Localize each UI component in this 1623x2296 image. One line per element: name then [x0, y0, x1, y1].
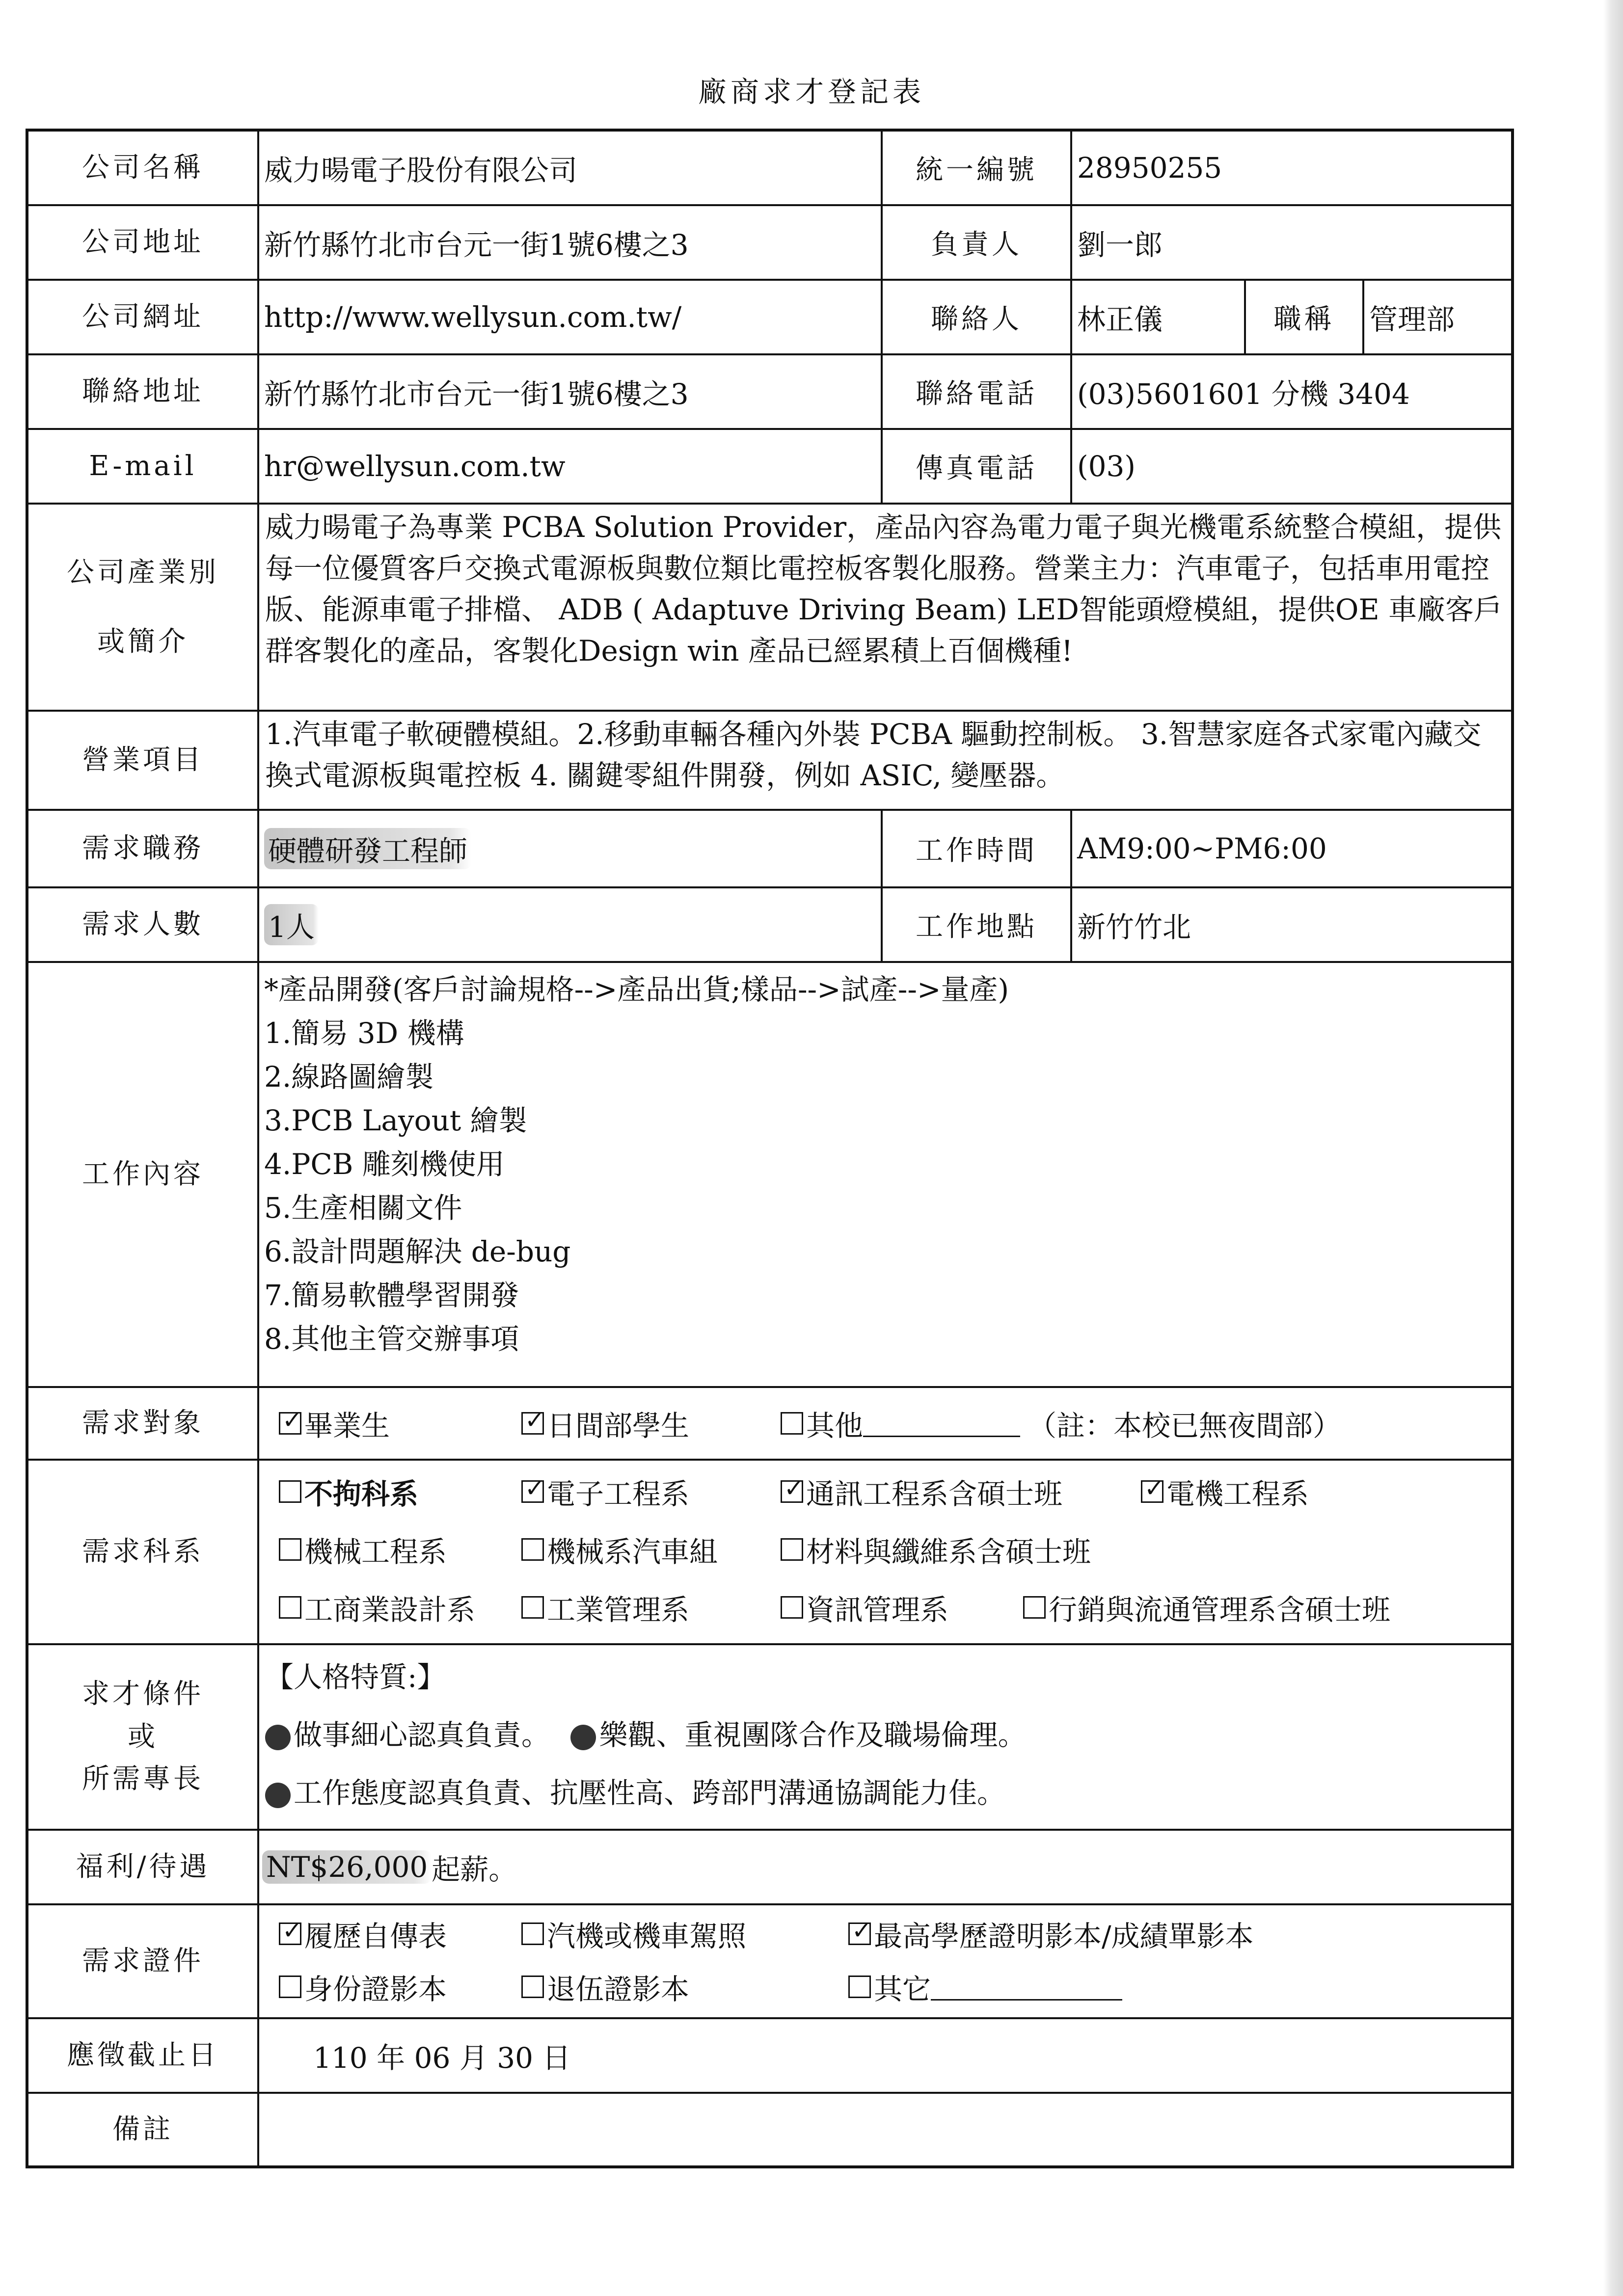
duties-label: 工作內容	[28, 963, 259, 1386]
dept-marketing[interactable]: 行銷與流通管理系含碩士班	[1023, 1587, 1390, 1628]
requirements-label-line1: 求才條件	[82, 1678, 204, 1710]
company-name-value: 威力暘電子股份有限公司	[264, 154, 578, 187]
row-benefits	[28, 1831, 1511, 1905]
doc-other[interactable]: 其它	[848, 1966, 1122, 2007]
requirements-trait-1: 做事細心認真負責。	[294, 1718, 550, 1752]
target-other-blank[interactable]	[863, 1410, 1020, 1437]
row-business	[28, 712, 1511, 811]
headcount-label: 需求人數	[28, 888, 259, 961]
hours-value: AM9:00~PM6:00	[1077, 832, 1327, 865]
requirements-trait-3: 工作態度認真負責、抗壓性高、跨部門溝通協調能力佳。	[294, 1776, 1006, 1810]
duties-item: 2.線路圖繪製	[264, 1060, 434, 1094]
checkbox-checked-icon[interactable]	[1141, 1480, 1163, 1503]
dept-materials[interactable]: 材料與纖維系含碩士班	[781, 1529, 1091, 1570]
benefits-label: 福利/待遇	[28, 1831, 259, 1903]
industry-label-line2: 或簡介	[97, 626, 189, 658]
checkbox-checked-icon[interactable]	[521, 1480, 544, 1503]
location-label: 工作地點	[881, 888, 1072, 961]
position-value: 硬體研發工程師	[264, 828, 471, 869]
dept-automotive[interactable]: 機械系汽車組	[521, 1529, 781, 1570]
checkbox-icon[interactable]	[848, 1976, 871, 1998]
deadline-label: 應徵截止日	[28, 2019, 259, 2092]
requirements-label	[28, 1645, 259, 1829]
email-value: hr@wellysun.com.tw	[264, 450, 566, 483]
fax-label: 傳真電話	[881, 430, 1072, 503]
remarks-label: 備註	[28, 2094, 259, 2165]
row-website	[28, 281, 1511, 355]
duties-item: 6.設計問題解決 de-bug	[264, 1235, 571, 1268]
deadline-value: 110 年 06 月 30 日	[313, 2041, 571, 2075]
dept-any[interactable]: 不拘科系	[279, 1471, 521, 1512]
contact-address-value: 新竹縣竹北市台元一街1號6樓之3	[264, 377, 689, 411]
scan-edge	[1603, 0, 1623, 2296]
row-industry	[28, 505, 1511, 712]
dept-mechanical[interactable]: 機械工程系	[279, 1529, 521, 1570]
headcount-value: 1人	[264, 904, 319, 945]
duties-list	[259, 963, 1511, 1386]
duties-item: 3.PCB Layout 繪製	[264, 1104, 527, 1137]
row-target	[28, 1388, 1511, 1461]
email-label: E-mail	[28, 430, 259, 503]
duties-item: 7.簡易軟體學習開發	[264, 1279, 519, 1312]
row-duties	[28, 963, 1511, 1388]
address-label: 公司地址	[28, 206, 259, 279]
contact-label: 聯絡人	[881, 281, 1072, 353]
dept-communication[interactable]: ✓ 通訊工程系含碩士班	[781, 1471, 1141, 1512]
bullet-icon	[265, 1725, 291, 1750]
tax-id-label: 統一編號	[881, 132, 1072, 204]
form-title: 廠商求才登記表	[698, 75, 925, 108]
website-value: http://www.wellysun.com.tw/	[264, 300, 682, 334]
doc-id[interactable]: 身份證影本	[279, 1966, 521, 2007]
remarks-value[interactable]	[259, 2094, 1511, 2165]
business-label: 營業項目	[28, 712, 259, 809]
industry-label	[28, 505, 259, 710]
doc-discharge[interactable]: 退伍證影本	[521, 1966, 848, 2007]
contact-title-label: 職稱	[1244, 281, 1364, 353]
row-deadline	[28, 2019, 1511, 2094]
duties-item: 4.PCB 雕刻機使用	[264, 1148, 505, 1181]
dept-info-mgmt[interactable]: 資訊管理系	[781, 1587, 1023, 1628]
requirements-trait-2: 樂觀、重視團隊合作及職場倫理。	[599, 1718, 1027, 1752]
target-option-other[interactable]: 其他	[781, 1403, 1020, 1444]
fax-value: (03)	[1077, 450, 1136, 483]
bullet-icon	[570, 1725, 596, 1750]
row-departments	[28, 1461, 1511, 1645]
checkbox-icon[interactable]	[521, 1922, 544, 1945]
phone-value: (03)5601601 分機 3404	[1077, 377, 1410, 411]
row-headcount	[28, 888, 1511, 963]
doc-resume[interactable]: ✓ 履歷自傳表	[279, 1913, 521, 1954]
dept-industrial-mgmt[interactable]: 工業管理系	[521, 1587, 781, 1628]
checkbox-icon[interactable]	[279, 1538, 301, 1561]
owner-label: 負責人	[881, 206, 1072, 279]
departments-label: 需求科系	[28, 1461, 259, 1643]
row-requirements	[28, 1645, 1511, 1831]
address-value: 新竹縣竹北市台元一街1號6樓之3	[264, 228, 689, 262]
dept-design[interactable]: 工商業設計系	[279, 1587, 521, 1628]
salary-value: NT$26,000	[262, 1850, 432, 1884]
checkbox-checked-icon[interactable]	[279, 1922, 301, 1945]
contact-address-label: 聯絡地址	[28, 355, 259, 428]
owner-value: 劉一郎	[1077, 228, 1163, 262]
position-label: 需求職務	[28, 811, 259, 886]
phone-label: 聯絡電話	[881, 355, 1072, 428]
checkbox-checked-icon[interactable]	[521, 1412, 544, 1435]
dept-electrical[interactable]: ✓ 電機工程系	[1141, 1471, 1309, 1512]
dept-electronic[interactable]: ✓ 電子工程系	[521, 1471, 781, 1512]
hours-label: 工作時間	[881, 811, 1072, 886]
requirements-heading: 【人格特質:】	[265, 1660, 446, 1694]
checkbox-icon[interactable]	[781, 1538, 803, 1561]
doc-other-blank[interactable]	[931, 1974, 1122, 2001]
checkbox-icon[interactable]	[781, 1412, 803, 1435]
duties-item: 8.其他主管交辦事項	[264, 1322, 519, 1356]
checkbox-checked-icon[interactable]	[279, 1412, 301, 1435]
industry-label-line1: 公司產業別	[67, 556, 219, 588]
company-name-label: 公司名稱	[28, 132, 259, 204]
job-registration-form	[26, 129, 1514, 2168]
checkbox-icon[interactable]	[521, 1976, 544, 1998]
row-address	[28, 206, 1511, 281]
requirements-label-line2: 或	[128, 1720, 158, 1753]
requirements-label-line3: 所需專長	[82, 1763, 204, 1795]
doc-license[interactable]: 汽機或機車駕照	[521, 1913, 848, 1954]
target-note: （註：本校已無夜間部）	[1028, 1409, 1342, 1442]
target-label: 需求對象	[28, 1388, 259, 1459]
website-label: 公司網址	[28, 281, 259, 353]
duties-item: 1.簡易 3D 機構	[264, 1016, 464, 1050]
contact-value: 林正儀	[1077, 303, 1163, 336]
checkbox-icon[interactable]	[279, 1976, 301, 1998]
checkbox-checked-icon[interactable]	[781, 1480, 803, 1503]
business-value: 1.汽車電子軟硬體模組。2.移動車輛各種內外裝 PCBA 驅動控制板。 3.智慧家庭各式家電內藏交換式電源板與電控板 4. 關鍵零組件開發，例如 ASIC, 變壓器。	[265, 718, 1482, 792]
row-company-name	[28, 132, 1511, 206]
tax-id-value: 28950255	[1077, 151, 1222, 185]
checkbox-checked-icon[interactable]	[848, 1922, 871, 1945]
checkbox-icon[interactable]	[781, 1596, 803, 1619]
duties-item: *產品開發(客戶討論規格-->產品出貨;樣品-->試產-->量產)	[264, 973, 1009, 1006]
checkbox-icon[interactable]	[279, 1596, 301, 1619]
salary-suffix: 起薪。	[432, 1853, 517, 1886]
row-email	[28, 430, 1511, 505]
duties-item: 5.生產相關文件	[264, 1191, 462, 1225]
documents-label: 需求證件	[28, 1905, 259, 2017]
row-documents	[28, 1905, 1511, 2019]
row-remarks	[28, 2094, 1511, 2165]
checkbox-icon[interactable]	[279, 1480, 301, 1503]
industry-value: 威力暘電子為專業 PCBA Solution Provider，產品內容為電力電子與光機電系統整合模組，提供每一位優質客戶交換式電源板與數位類比電控板客製化服務。營業主力：汽車電子，包括車用電控版、能源車電子排檔、 ADB ( Adaptuve Driving Beam) LED智能頭燈模組，提供OE 車廠客戶群客製化的產品，客製化Design win 產品已經累積上百個機種!	[265, 510, 1503, 667]
checkbox-icon[interactable]	[1023, 1596, 1046, 1619]
checkbox-icon[interactable]	[521, 1596, 544, 1619]
location-value: 新竹竹北	[1077, 910, 1191, 944]
bullet-icon	[265, 1783, 291, 1808]
target-option-graduate[interactable]: ✓ 畢業生	[279, 1403, 521, 1444]
target-option-daytime[interactable]: ✓ 日間部學生	[521, 1403, 781, 1444]
checkbox-icon[interactable]	[521, 1538, 544, 1561]
row-position	[28, 811, 1511, 888]
contact-title-value: 管理部	[1369, 303, 1455, 336]
doc-diploma[interactable]: ✓ 最高學歷證明影本/成績單影本	[848, 1913, 1254, 1954]
row-contact-address	[28, 355, 1511, 430]
